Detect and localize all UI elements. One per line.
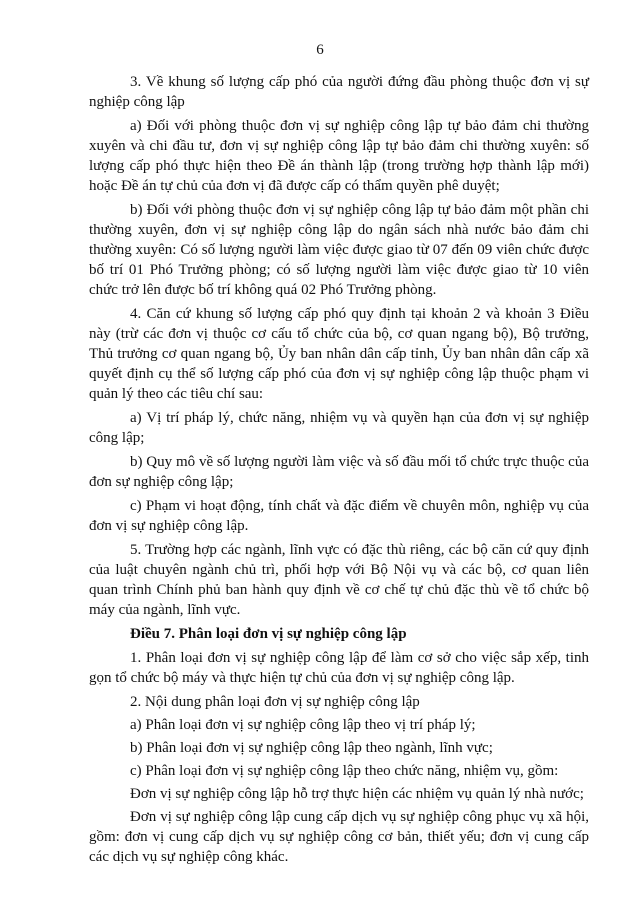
article-7-unit-type-1: Đơn vị sự nghiệp công lập hỗ trợ thực hiện các nhiệm vụ quản lý nhà nước; bbox=[130, 786, 584, 802]
article-7-clause-2a: a) Phân loại đơn vị sự nghiệp công lập theo vị trí pháp lý; bbox=[130, 717, 476, 733]
page-number: 6 bbox=[316, 42, 324, 58]
paragraph-4c: c) Phạm vi hoạt động, tính chất và đặc điểm về chuyên môn, nghiệp vụ của đơn vị sự nghiệp công lập. bbox=[89, 498, 589, 534]
article-7-unit-type-2: Đơn vị sự nghiệp công lập cung cấp dịch vụ sự nghiệp công phục vụ xã hội, gồm: đơn vị cung cấp dịch vụ sự nghiệp công cơ bản, thiết yếu; đơn vị cung cấp các dịch vụ sự nghiệp công khác. bbox=[89, 809, 589, 865]
document-body bbox=[89, 72, 589, 870]
paragraph-3b: b) Đối với phòng thuộc đơn vị sự nghiệp công lập tự bảo đảm một phần chi thường xuyên, đơn vị sự nghiệp công lập do ngân sách nhà nước bảo đảm chi thường xuyên: Có số lượng người làm việc được giao từ 07 đến 09 viên chức được bố trí 01 Phó Trưởng phòng; có số lượng người làm việc được giao từ 10 viên chức trở lên được bố trí không quá 02 Phó Trưởng phòng. bbox=[89, 202, 589, 298]
paragraph-4a: a) Vị trí pháp lý, chức năng, nhiệm vụ và quyền hạn của đơn vị sự nghiệp công lập; bbox=[89, 410, 589, 446]
paragraph-3a: a) Đối với phòng thuộc đơn vị sự nghiệp công lập tự bảo đảm chi thường xuyên và chi đầu tư, đơn vị sự nghiệp công lập tự bảo đảm chi thường xuyên: số lượng cấp phó thực hiện theo Đề án thành lập (trong trường hợp thành lập mới) hoặc Đề án tự chủ của đơn vị đã được cấp có thẩm quyền phê duyệt; bbox=[89, 118, 589, 194]
article-7-clause-2b: b) Phân loại đơn vị sự nghiệp công lập theo ngành, lĩnh vực; bbox=[130, 740, 493, 756]
paragraph-3-heading: 3. Về khung số lượng cấp phó của người đứng đầu phòng thuộc đơn vị sự nghiệp công lập bbox=[89, 74, 589, 110]
article-7-heading: Điều 7. Phân loại đơn vị sự nghiệp công lập bbox=[130, 626, 407, 642]
article-7-clause-2c: c) Phân loại đơn vị sự nghiệp công lập theo chức năng, nhiệm vụ, gồm: bbox=[130, 763, 559, 779]
paragraph-4: 4. Căn cứ khung số lượng cấp phó quy định tại khoản 2 và khoản 3 Điều này (trừ các đơn vị thuộc cơ cấu tổ chức của bộ, cơ quan ngang bộ), Bộ trưởng, Thủ trưởng cơ quan ngang bộ, Ủy ban nhân dân cấp tỉnh, Ủy ban nhân dân cấp xã quyết định cụ thể số lượng cấp phó của đơn vị sự nghiệp công lập thuộc phạm vi quản lý theo các tiêu chí sau: bbox=[89, 306, 589, 402]
paragraph-5: 5. Trường hợp các ngành, lĩnh vực có đặc thù riêng, các bộ căn cứ quy định của luật chuyên ngành chủ trì, phối hợp với Bộ Nội vụ và các bộ, cơ quan liên quan trình Chính phủ ban hành quy định về cơ chế tự chủ đặc thù về tổ chức bộ máy của ngành, lĩnh vực. bbox=[89, 542, 589, 618]
article-7-clause-1: 1. Phân loại đơn vị sự nghiệp công lập để làm cơ sở cho việc sắp xếp, tinh gọn tổ chức bộ máy và thực hiện tự chủ của đơn vị sự nghiệp công lập. bbox=[89, 650, 589, 686]
article-7-clause-2: 2. Nội dung phân loại đơn vị sự nghiệp công lập bbox=[130, 694, 420, 710]
paragraph-4b: b) Quy mô về số lượng người làm việc và số đầu mối tổ chức trực thuộc của đơn sự nghiệp công lập; bbox=[89, 454, 589, 490]
